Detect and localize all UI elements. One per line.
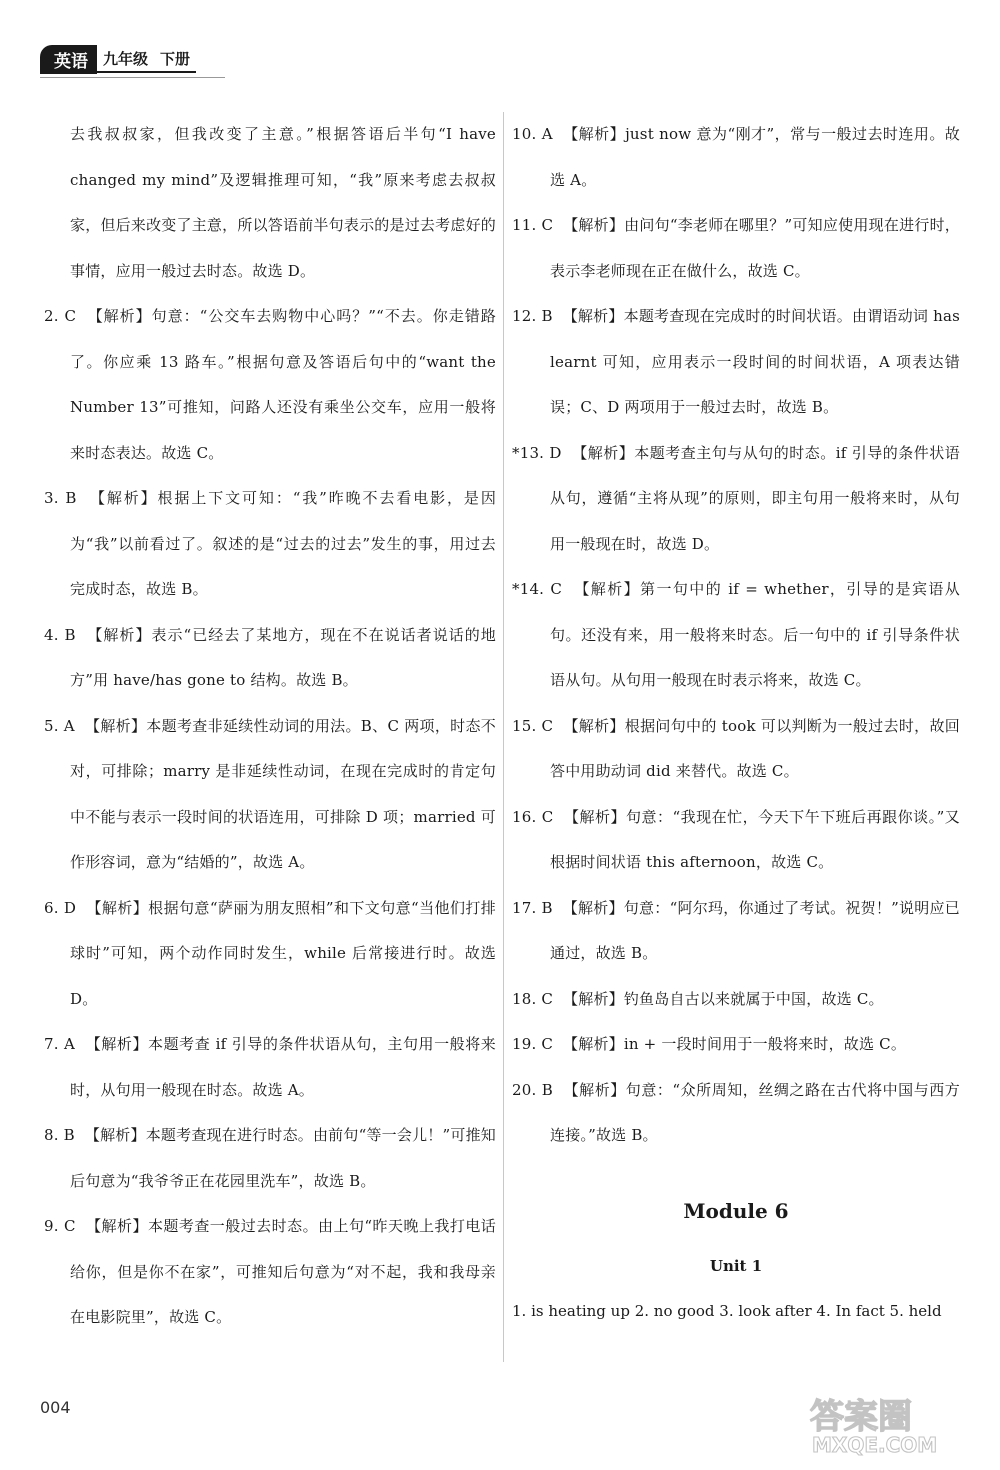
answer-item-12: [512, 294, 960, 431]
answer-number: 11. C: [512, 216, 554, 234]
page-number: 004: [40, 1398, 71, 1417]
left-column: [44, 112, 496, 1341]
answer-item-6: [44, 886, 496, 1023]
module-title: Module 6: [683, 1198, 789, 1223]
answer-item-4: [44, 613, 496, 704]
answer-item-18: [512, 977, 960, 1023]
answer-number: 19. C: [512, 1035, 554, 1053]
answer-explanation: 【解析】句意：“众所周知，丝绸之路在古代将中国与西方连接。”故选 B。: [550, 1080, 961, 1144]
answer-item-19: [512, 1022, 960, 1068]
answer-number: 4. B: [44, 625, 76, 644]
header-grade: 九年级: [97, 46, 154, 73]
answer-item-17: [512, 886, 960, 977]
answer-explanation: 【解析】钓鱼岛自古以来就属于中国，故选 C。: [563, 989, 884, 1008]
answer-explanation: 【解析】句意：“我现在忙，今天下午下班后再跟你谈。”又根据时间状语 this afternoon，故选 C。: [550, 807, 960, 871]
answer-number: 20. B: [512, 1080, 553, 1099]
answer-number: 18. C: [512, 989, 554, 1008]
answer-explanation: 【解析】本题考查现在进行时态。由前句“等一会儿！”可推知后句意为“我爷爷正在花园里洗车”，故选 B。: [70, 1126, 496, 1190]
answer-explanation: 【解析】本题考查现在完成时的时间状语。由谓语动词 has learnt 可知，应用表示一段时间的时间状语，A 项表达错误；C、D 两项用于一般过去时，故选 B。: [550, 307, 961, 416]
watermark-logo: [802, 1388, 972, 1458]
answer-number: 9. C: [44, 1217, 76, 1235]
answer-item-7: [44, 1022, 496, 1113]
running-header: [40, 46, 196, 72]
answer-number: 16. C: [512, 807, 554, 826]
answer-number: 2. C: [44, 307, 77, 325]
answer-explanation: 【解析】第一句中的 if = whether，引导的是宾语从句。还没有来，用一般将来时态。后一句中的 if 引导条件状语从句。从句用一般现在时表示将来，故选 C。: [550, 580, 960, 689]
answer-number: 3. B: [44, 489, 77, 507]
answer-continuation: 去我叔叔家，但我改变了主意。”根据答语后半句“I have changed my mind”及逻辑推理可知，“我”原来考虑去叔叔家，但后来改变了主意，所以答语前半句表示的是过去考虑好的事情，应用一般过去时态。故选 D。: [70, 125, 496, 280]
header-subject: 英语: [40, 45, 97, 74]
unit-title: Unit 1: [709, 1256, 763, 1275]
answer-number: *14. C: [512, 580, 563, 598]
answer-explanation: 【解析】句意：“阿尔玛，你通过了考试。祝贺！”说明应已通过，故选 B。: [550, 898, 960, 962]
answer-item-5: [44, 704, 496, 886]
answer-number: 12. B: [512, 307, 553, 325]
answer-number: 15. C: [512, 716, 554, 735]
watermark-url: MXQE.COM: [812, 1433, 938, 1457]
answer-number: 6. D: [44, 898, 77, 917]
answer-number: 8. B: [44, 1126, 75, 1144]
header-rule: [40, 77, 225, 78]
answer-item-8: [44, 1113, 496, 1204]
answer-explanation: 【解析】由问句“李老师在哪里？”可知应使用现在进行时，表示李老师现在正在做什么，故选 C。: [550, 216, 961, 280]
watermark-cn: 答案圈: [810, 1397, 912, 1437]
answer-explanation: 【解析】just now 意为“刚才”，常与一般过去时连用。故选 A。: [550, 125, 960, 189]
answer-item-10: [512, 112, 960, 203]
answer-explanation: 【解析】表示“已经去了某地方，现在不在说话者说话的地方”用 have/has gone to 结构。故选 B。: [70, 625, 497, 689]
unit-answers: 1. is heating up 2. no good 3. look after 4. In fact 5. held: [512, 1301, 942, 1320]
answer-item-2: [44, 294, 496, 476]
answer-explanation: 【解析】本题考查 if 引导的条件状语从句，主句用一般将来时，从句用一般现在时态。故选 A。: [70, 1035, 496, 1099]
answer-explanation: 【解析】根据问句中的 took 可以判断为一般过去时，故回答中用助动词 did 来替代。故选 C。: [550, 716, 960, 780]
answer-item-13: [512, 431, 960, 568]
answer-item-9: [44, 1204, 496, 1341]
answer-explanation: 【解析】根据句意“萨丽为朋友照相”和下文句意“当他们打排球时”可知，两个动作同时发生，while 后常接进行时。故选 D。: [70, 898, 497, 1008]
answer-item-3: [44, 476, 496, 613]
answer-item-20: [512, 1068, 960, 1159]
column-divider: [503, 112, 504, 1362]
answer-explanation: 【解析】本题考查非延续性动词的用法。B、C 两项，时态不对，可排除；marry 是非延续性动词，在现在完成时的肯定句中不能与表示一段时间的状语连用，可排除 D 项；married 可作形容词，意为“结婚的”，故选 A。: [70, 716, 497, 871]
answer-number: 5. A: [44, 716, 75, 735]
answer-number: 17. B: [512, 898, 553, 917]
answer-explanation: 【解析】句意：“公交车去购物中心吗？”“不去。你走错路了。你应乘 13 路车。”根据句意及答语后句中的“want the Number 13”可推知，问路人还没有乘坐公交车，应用一般将来时态表达。故选 C。: [70, 307, 496, 462]
answer-explanation: 【解析】in + 一段时间用于一般将来时，故选 C。: [563, 1035, 907, 1053]
answer-number: 10. A: [512, 125, 553, 143]
header-term: 下册: [154, 46, 196, 73]
answer-number: *13. D: [512, 443, 562, 462]
answer-explanation: 【解析】本题考查一般过去时态。由上句“昨天晚上我打电话给你，但是你不在家”，可推知后句意为“对不起，我和我母亲在电影院里”，故选 C。: [70, 1217, 497, 1326]
answer-item-14: [512, 567, 960, 704]
answer-number: 7. A: [44, 1035, 76, 1053]
answer-item-16: [512, 795, 960, 886]
answer-item-15: [512, 704, 960, 795]
answer-explanation: 【解析】本题考查主句与从句的时态。if 引导的条件状语从句，遵循“主将从现”的原则，即主句用一般将来时，从句用一般现在时，故选 D。: [550, 443, 960, 553]
answer-item-11: [512, 203, 960, 294]
answer-explanation: 【解析】根据上下文可知：“我”昨晚不去看电影，是因为“我”以前看过了。叙述的是“过去的过去”发生的事，用过去完成时态，故选 B。: [70, 489, 497, 598]
right-column: [512, 112, 960, 1349]
